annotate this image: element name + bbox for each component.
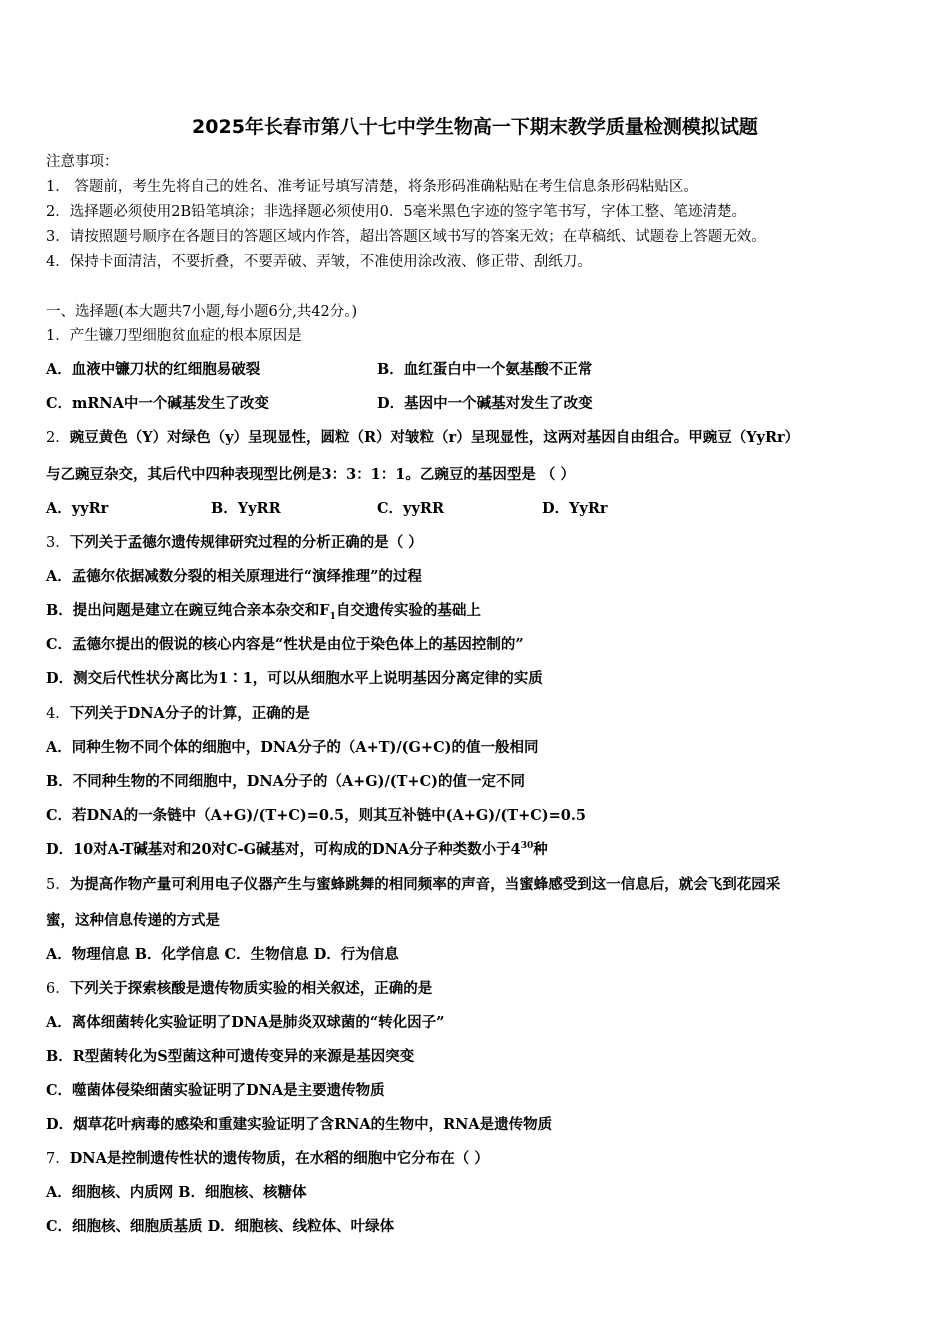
question-number: 7． xyxy=(46,1151,70,1167)
question-3-option-b xyxy=(46,601,481,621)
option-b-text: B．提出问题是建立在豌豆纯合亲本杂交和F xyxy=(46,602,330,619)
option-d-text: D．10对A-T碱基对和20对C-G碱基对，可构成的DNA分子种类数小于4 xyxy=(46,841,521,858)
question-text: 下列关于DNA分子的计算，正确的是 xyxy=(69,705,310,722)
question-4-option-a: A．同种生物不同个体的细胞中，DNA分子的（A+T)/(G+C)的值一般相同 xyxy=(46,739,539,756)
notice-item-3: 3．请按照题号顺序在各题目的答题区域内作答，超出答题区域书写的答案无效；在草稿纸、试题卷上答题无效。 xyxy=(46,229,766,245)
question-2-options xyxy=(46,499,906,519)
question-3-stem xyxy=(46,533,423,553)
notice-heading: 注意事项： xyxy=(46,154,119,170)
question-text: 豌豆黄色（Y）对绿色（y）呈现显性，圆粒（R）对皱粒（r）呈现显性，这两对基因自由组合。甲豌豆（YyRr） xyxy=(69,429,800,446)
option-d: D．YyRr xyxy=(542,500,608,517)
question-1-options-ab xyxy=(46,360,906,380)
question-7-options-ab: A．细胞核、内质网 B．细胞核、核糖体 xyxy=(46,1184,307,1201)
question-5-stem-line1 xyxy=(46,875,780,895)
question-4-option-d xyxy=(46,840,548,860)
question-2-stem-line1 xyxy=(46,428,799,448)
question-6-option-c: C．噬菌体侵染细菌实验证明了DNA是主要遗传物质 xyxy=(46,1082,385,1099)
subscript: 1 xyxy=(329,611,336,622)
question-text: 为提高作物产量可利用电子仪器产生与蜜蜂跳舞的相同频率的声音，当蜜蜂感受到这一信息后，就会飞到花园采 xyxy=(69,876,781,893)
question-number: 5． xyxy=(46,877,70,893)
question-text: 产生镰刀型细胞贫血症的根本原因是 xyxy=(69,328,302,344)
superscript: 30 xyxy=(520,841,534,852)
question-1-stem xyxy=(46,326,302,346)
question-3-option-c: C．孟德尔提出的假说的核心内容是“性状是由位于染色体上的基因控制的” xyxy=(46,636,524,653)
question-7-stem xyxy=(46,1149,489,1169)
section-heading: 一、选择题(本大题共7小题,每小题6分,共42分。) xyxy=(46,304,358,320)
question-6-option-d: D．烟草花叶病毒的感染和重建实验证明了含RNA的生物中，RNA是遗传物质 xyxy=(46,1116,553,1133)
page-title: 2025年长春市第八十七中学生物高一下期末教学质量检测模拟试题 xyxy=(192,116,758,138)
question-4-option-b: B．不同种生物的不同细胞中，DNA分子的（A+G)/(T+C)的值一定不同 xyxy=(46,773,525,790)
option-b: B．血红蛋白中一个氨基酸不正常 xyxy=(377,361,593,378)
option-b: B．YyRR xyxy=(211,500,281,517)
question-7-options-cd: C．细胞核、细胞质基质 D．细胞核、线粒体、叶绿体 xyxy=(46,1218,395,1235)
question-number: 4． xyxy=(46,706,70,722)
question-text: 下列关于探索核酸是遗传物质实验的相关叙述，正确的是 xyxy=(69,980,433,997)
option-b-text-end: 自交遗传实验的基础上 xyxy=(335,602,481,619)
question-number: 6． xyxy=(46,981,70,997)
notice-item-1: 1． 答题前，考生先将自己的姓名、准考证号填写清楚，将条形码准确粘贴在考生信息条形码粘贴区。 xyxy=(46,179,698,195)
question-2-stem-line2: 与乙豌豆杂交，其后代中四种表现型比例是3：3：1：1。乙豌豆的基因型是 （ ） xyxy=(46,466,575,483)
option-a: A．yyRr xyxy=(46,500,109,517)
notice-item-2: 2．选择题必须使用2B铅笔填涂；非选择题必须使用0．5毫米黑色字迹的签字笔书写，字体工整、笔迹清楚。 xyxy=(46,204,747,220)
notice-item-4: 4．保持卡面清洁，不要折叠，不要弄破、弄皱，不准使用涂改液、修正带、刮纸刀。 xyxy=(46,254,592,270)
question-3-option-d: D．测交后代性状分离比为1∶1，可以从细胞水平上说明基因分离定律的实质 xyxy=(46,670,543,687)
option-c: C．yyRR xyxy=(377,500,444,517)
option-c: C．mRNA中一个碱基发生了改变 xyxy=(46,395,269,412)
question-number: 1． xyxy=(46,328,70,344)
question-4-stem xyxy=(46,704,310,724)
question-6-option-a: A．离体细菌转化实验证明了DNA是肺炎双球菌的“转化因子” xyxy=(46,1014,445,1031)
question-text: 下列关于孟德尔遗传规律研究过程的分析正确的是（ ） xyxy=(69,534,423,551)
question-5-stem-line2: 蜜，这种信息传递的方式是 xyxy=(46,912,220,929)
option-a: A．血液中镰刀状的红细胞易破裂 xyxy=(46,361,261,378)
question-text: DNA是控制遗传性状的遗传物质，在水稻的细胞中它分布在（ ） xyxy=(69,1150,489,1167)
question-6-option-b: B．R型菌转化为S型菌这种可遗传变异的来源是基因突变 xyxy=(46,1048,415,1065)
question-number: 3． xyxy=(46,535,70,551)
question-4-option-c: C．若DNA的一条链中（A+G)/(T+C)=0.5，则其互补链中(A+G)/(T+C)=0.5 xyxy=(46,807,587,824)
question-1-options-cd xyxy=(46,394,906,414)
question-6-stem xyxy=(46,979,432,999)
option-d: D．基因中一个碱基对发生了改变 xyxy=(377,395,593,412)
question-5-options: A．物理信息 B．化学信息 C．生物信息 D．行为信息 xyxy=(46,946,399,963)
option-d-text-end: 种 xyxy=(533,841,548,858)
question-number: 2． xyxy=(46,430,70,446)
question-3-option-a: A．孟德尔依据减数分裂的相关原理进行“演绎推理”的过程 xyxy=(46,568,422,585)
